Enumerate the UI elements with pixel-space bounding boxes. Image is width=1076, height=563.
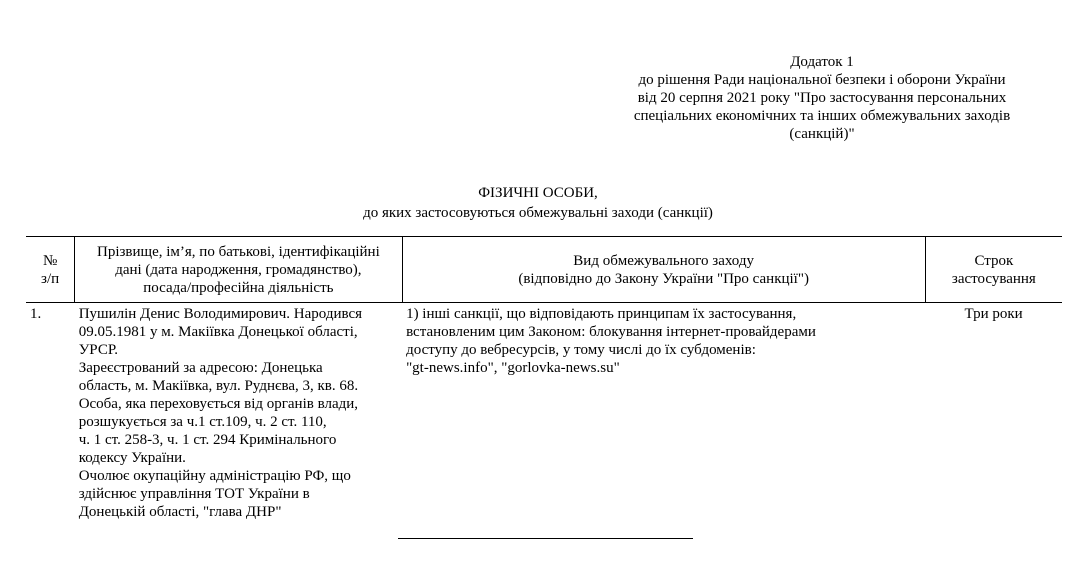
row-number: 1. (30, 306, 42, 322)
annex-line: до рішення Ради національної безпеки і оборони України (638, 72, 1006, 88)
person-line: Очолює окупаційну адміністрацію РФ, що (78, 468, 351, 484)
document-subtitle: до яких застосовуються обмежувальні заходи (санкції) (363, 205, 713, 221)
person-line: здійснює управління ТОТ України в (78, 486, 310, 502)
person-details (75, 303, 402, 522)
header-person-line: дані (дата народження, громадянство), (115, 261, 362, 278)
annex-line: спеціальних економічних та інших обмежувальних заходів (633, 108, 1011, 124)
footer-divider (398, 538, 693, 539)
person-line: область, м. Макіївка, вул. Руднєва, 3, кв. 68. (78, 378, 359, 394)
person-line: 09.05.1981 у м. Макіївка Донецької області, (78, 324, 358, 340)
header-term-line: застосування (951, 270, 1036, 287)
annex-line: (санкцій)" (789, 126, 855, 142)
person-line: ч. 1 ст. 258-3, ч. 1 ст. 294 Кримінального (78, 432, 337, 448)
person-line: Донецькій області, "глава ДНР" (78, 504, 282, 520)
document-title: ФІЗИЧНІ ОСОБИ, (478, 185, 598, 201)
person-line: Особа, яка переховується від органів влади, (78, 396, 359, 412)
measure-line: доступу до вебресурсів, у тому числі до їх субдоменів: (406, 342, 756, 358)
person-line: Пушилін Денис Володимирович. Народився (78, 306, 363, 322)
person-line: Зареєстрований за адресою: Донецька (78, 360, 323, 376)
person-line: УРСР. (78, 342, 119, 358)
table-row (26, 303, 1062, 522)
person-line: кодексу України. (78, 450, 186, 466)
table-header-row (26, 237, 1062, 303)
header-num (26, 237, 75, 303)
measure-line: встановленим цим Законом: блокування інтернет-провайдерами (406, 324, 816, 340)
measure-line: 1) інші санкції, що відповідають принципам їх застосування, (406, 306, 797, 322)
document-heading (320, 183, 756, 223)
measure-line: "gt-news.info", "gorlovka-news.su" (406, 360, 620, 376)
sanctions-table (26, 236, 1062, 521)
annex-reference (606, 53, 1038, 143)
header-term (925, 237, 1062, 303)
header-measure (402, 237, 925, 303)
header-person (75, 237, 402, 303)
header-measure-line: (відповідно до Закону України "Про санкції") (518, 270, 809, 287)
person-line: розшукується за ч.1 ст.109, ч. 2 ст. 110, (78, 414, 327, 430)
header-person-line: Прізвище, ім’я, по батькові, ідентифікаційні (97, 243, 380, 260)
sanction-term: Три роки (964, 306, 1023, 322)
annex-line: від 20 серпня 2021 року "Про застосування персональних (637, 90, 1007, 106)
header-num-line: № (42, 252, 58, 269)
header-person-line: посада/професійна діяльність (143, 279, 334, 296)
restrictive-measure (402, 303, 925, 522)
annex-line: Додаток 1 (790, 54, 854, 70)
header-measure-line: Вид обмежувального заходу (573, 252, 754, 269)
header-num-line: з/п (41, 270, 60, 287)
header-term-line: Строк (974, 252, 1014, 269)
